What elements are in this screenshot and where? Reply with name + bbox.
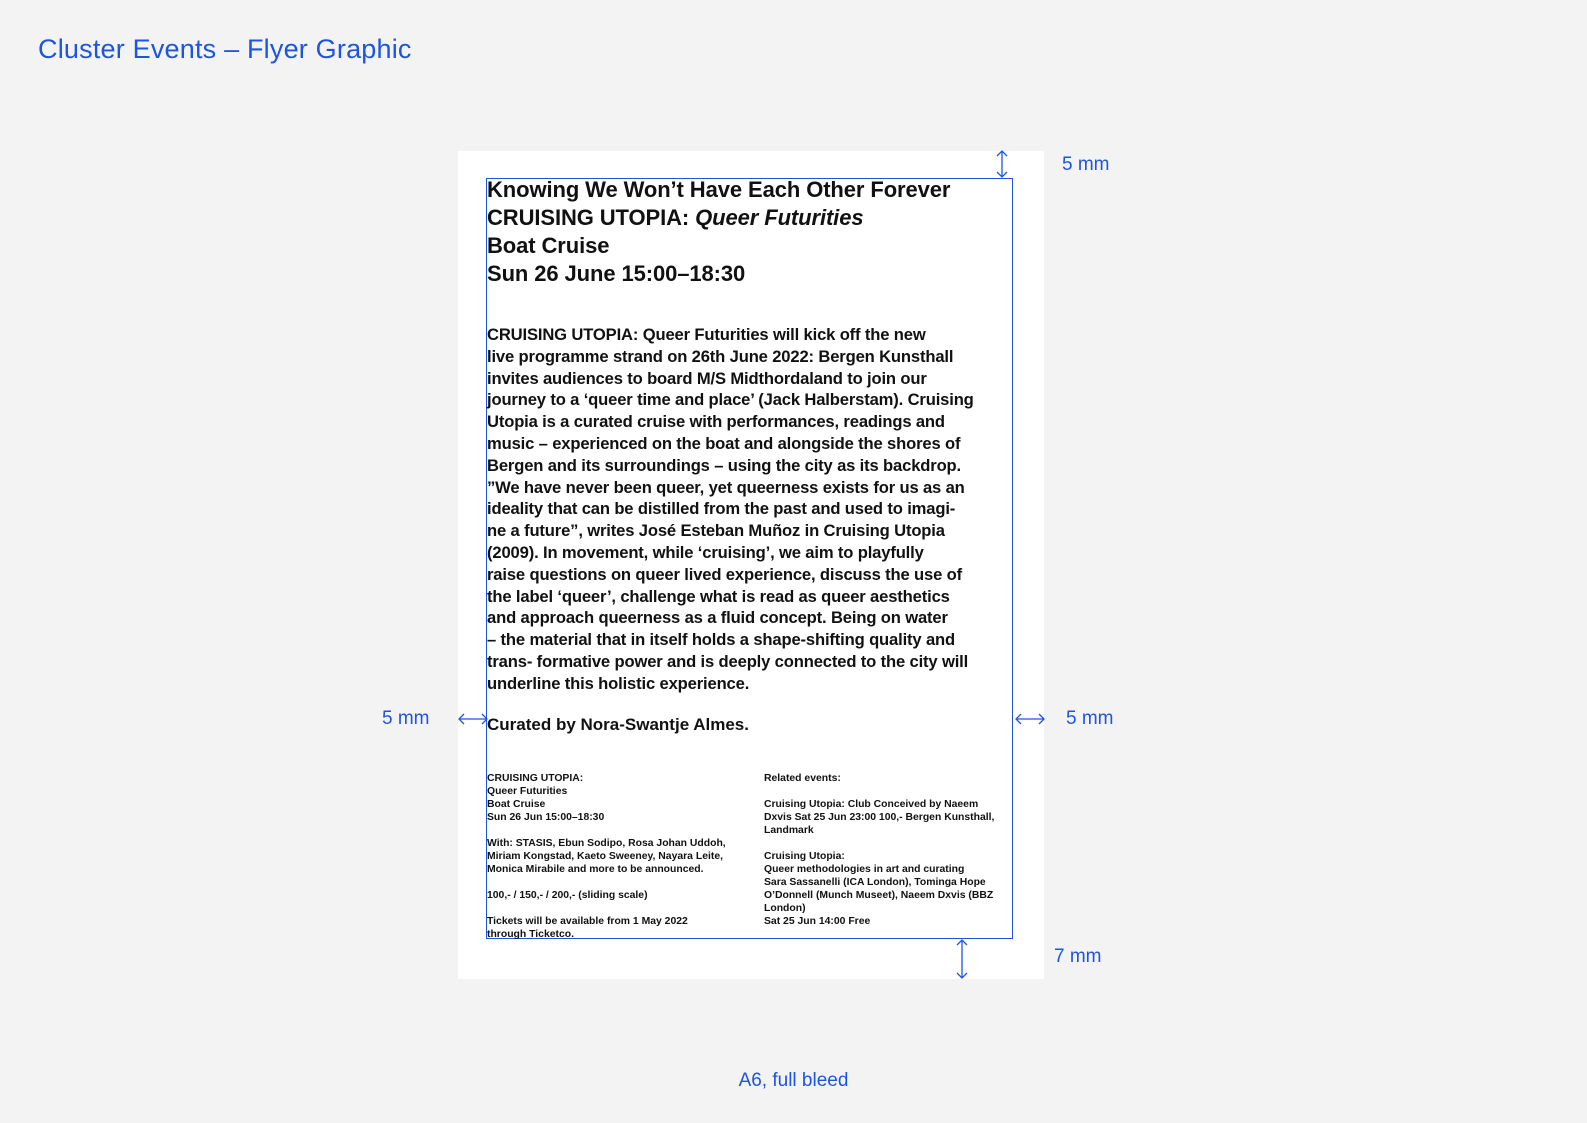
body-line: and approach queerness as a fluid concept. Being on water [487, 608, 948, 628]
flyer-heading-title: Knowing We Won’t Have Each Other Forever [487, 177, 951, 202]
info-line: Sara Sassanelli (ICA London), Tominga Hope [764, 877, 986, 888]
curated-by: Curated by Nora-Swantje Almes. [487, 715, 749, 734]
info-line: Monica Mirabile and more to be announced. [487, 864, 704, 875]
body-line: ”We have never been queer, yet queerness exists for us as an [487, 477, 965, 497]
flyer-content [487, 176, 1015, 940]
related-events-column [764, 772, 1016, 941]
info-line: Related events: [764, 773, 841, 784]
event-info-column [487, 772, 749, 954]
heading-queer-futurities: Queer Futurities [695, 205, 864, 230]
right-margin-arrow-icon [1015, 712, 1045, 726]
body-line: ne a future”, writes José Esteban Muñoz in Cruising Utopia [487, 521, 945, 541]
info-line: Boat Cruise [487, 799, 546, 810]
body-line: CRUISING UTOPIA: Queer Futurities will kick off the new [487, 325, 926, 344]
info-line: Sun 26 Jun 15:00–18:30 [487, 812, 605, 823]
flyer-heading-cruising [487, 204, 1015, 232]
body-line: the label ‘queer’, challenge what is read as queer aesthetics [487, 586, 950, 606]
body-line: live programme strand on 26th June 2022: Bergen Kunsthall [487, 346, 954, 366]
left-margin-label: 5 mm [382, 708, 430, 729]
body-line: raise questions on queer lived experience, discuss the use of [487, 564, 963, 584]
body-line: trans- formative power and is deeply connected to the city will [487, 651, 969, 671]
related-events-heading [764, 772, 1016, 785]
bottom-margin-arrow-icon [955, 939, 969, 979]
body-line: invites audiences to board M/S Midthordaland to join our [487, 368, 927, 388]
body-line: – the material that in itself holds a shape-shifting quality and [487, 630, 956, 650]
info-line: London) [764, 903, 806, 914]
left-margin-arrow-icon [458, 712, 488, 726]
bottom-margin-label: 7 mm [1054, 946, 1102, 967]
price-block [487, 889, 749, 902]
heading-cruising-prefix: CRUISING UTOPIA: [487, 205, 696, 230]
info-line: With: STASIS, Ebun Sodipo, Rosa Johan Uddoh, [487, 838, 726, 849]
info-line: O’Donnell (Munch Museet), Naeem Dxvis (BBZ [764, 890, 994, 901]
related-event-methodologies [764, 850, 1016, 928]
event-info-block [487, 772, 749, 824]
flyer-heading-boat: Boat Cruise [487, 233, 610, 258]
tickets-block [487, 915, 749, 941]
info-line: Queer methodologies in art and curating [764, 864, 965, 875]
body-line: underline this holistic experience. [487, 673, 750, 693]
body-line: journey to a ‘queer time and place’ (Jack Halberstam). Cruising [487, 390, 974, 410]
info-line: Sat 25 Jun 14:00 Free [764, 916, 871, 927]
body-line: Utopia is a curated cruise with performances, readings and [487, 412, 945, 432]
info-line: Tickets will be available from 1 May 2022 [487, 916, 688, 927]
info-line: Cruising Utopia: Club Conceived by Naeem [764, 799, 979, 810]
performers-block [487, 837, 749, 876]
related-event-club [764, 798, 1016, 837]
info-line: Miriam Kongstad, Kaeto Sweeney, Nayara Leite, [487, 851, 723, 862]
info-line: Cruising Utopia: [764, 851, 845, 862]
info-line: Dxvis Sat 25 Jun 23:00 100,- Bergen Kunsthall, [764, 812, 995, 823]
body-line: ideality that can be distilled from the past and used to imagi- [487, 499, 956, 519]
format-label: A6, full bleed [738, 1070, 849, 1091]
flyer-heading-date: Sun 26 June 15:00–18:30 [487, 261, 746, 286]
info-line: through Ticketco. [487, 929, 574, 940]
info-line: CRUISING UTOPIA: [487, 773, 584, 784]
info-line: Landmark [764, 825, 814, 836]
flyer-body-text [487, 324, 1017, 695]
body-line: Bergen and its surroundings – using the city as its backdrop. [487, 455, 962, 475]
top-margin-label: 5 mm [1062, 154, 1110, 175]
body-line: music – experienced on the boat and alongside the shores of [487, 433, 961, 453]
info-line: 100,- / 150,- / 200,- (sliding scale) [487, 890, 648, 901]
right-margin-label: 5 mm [1066, 708, 1114, 729]
body-line: (2009). In movement, while ‘cruising’, we aim to playfully [487, 542, 924, 562]
info-line: Queer Futurities [487, 786, 568, 797]
top-margin-arrow-icon [995, 150, 1009, 178]
page-title: Cluster Events – Flyer Graphic [38, 34, 412, 64]
